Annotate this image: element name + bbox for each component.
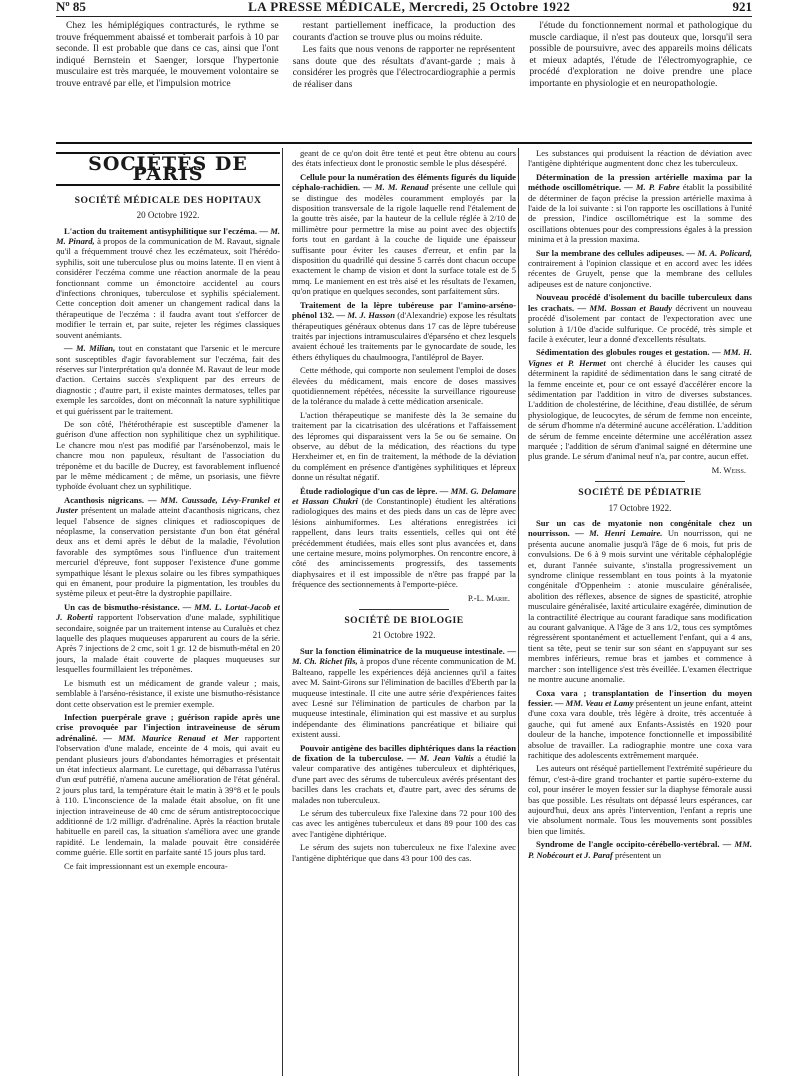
article-author: — M. M. Pinard, [56, 225, 280, 247]
article-text: Cette méthode, qui comporte non seulement l'emploi de doses élevées du médicament, mais encore de doses massives quotidiennement répétées, nécessite la surveillance rigoureuse de la tolérance du malade à cette médication arsenicale. [292, 365, 516, 407]
article-title: Cellule pour la numération des éléments figurés du liquide céphalo-rachidien. [292, 171, 516, 193]
article-text: (d'Alexandrie) expose les résultats thérapeutiques généraux obtenus dans 17 cas de lèpre tubéreuse traités par injections intramusculaires d'éparséno et chez lesquels avaient échoué les traitements par le gynocardate de soude, les éthers éthyliques du chaulmoogra, l'antiléprol de Bayer. [292, 310, 516, 362]
article-paragraph [292, 365, 516, 407]
article-paragraph [292, 300, 516, 362]
signature: M. Weiss. [711, 464, 746, 475]
article-text: L'action thérapeutique se manifeste dès la 3e semaine du traitement par la cicatrisation des ulcérations et l'affaissement des lépromes qui disparaissent vers la 5e ou 6e semaine. On observe, au début de la médication, des réactions du type Herxheimer et, en fin de traitement, la méthode de la déviation du complément en présence d'antigènes syphilitiques et lépreux donne un résultat négatif. [292, 409, 516, 483]
article-paragraph [56, 419, 280, 492]
article-text: à propos de la communication de M. Ravaut, signale qu'il a fréquemment trouvé chez les eczémateux, soit l'hérédo-syphilis, soit une tuberculose plus ou moins latente. Il en vient à considérer l'eczéma comme une réaction anormale de la peau fonctionnant comme un émonctoire accidentel au cours d'infections chroniques, tuberculose et syphilis spécialement. Cette conception doit amener un changement radical dans la thérapeutique de l'eczéma : il faudra avant tout s'efforcer de modifier le terrain et, par suite, rejeter les régimes classiques souvent anémiants. [56, 236, 280, 340]
article-title: Syndrome de l'angle occipito-cérébello-vertébral. [536, 839, 720, 850]
top-paragraph: Chez les hémiplégiques contracturés, le rythme se trouve fréquemment abaissé et tomberait parfois à 10 par seconde. Il est probable que dans ce cas, ainsi que l'ont indiqué Bernstein et Saenger, lorsque l'hypertonie musculaire est très marquée, le mouvement volontaire se trouve entravé par elle, et l'impulsion motrice [56, 20, 279, 89]
article-author: — M. Milian, [64, 343, 116, 354]
top-column-1 [56, 20, 279, 138]
article-paragraph [292, 172, 516, 297]
section-date: 17 Octobre 1922. [608, 502, 672, 513]
article-paragraph [528, 347, 752, 461]
article-author: — MM. Caussade, Lévy-Frankel et Juster [56, 494, 280, 516]
article-paragraph [56, 602, 280, 675]
page-number: 921 [732, 0, 752, 14]
article-title: Coxa vara ; transplantation de l'insertion du moyen fessier. [528, 687, 752, 708]
article-paragraph [292, 842, 516, 863]
article-text: présentent un malade atteint d'acanthosis nigricans, chez lequel l'absence de signes cliniques et radioscopiques de néoplasme, la conservation persistante d'un bon état général deux ans et demi après le début de la maladie, l'évolution favorable des symptômes sous l'influence d'un traitement mercuriel d'épreuve, font supposer l'existence d'une gomme sympathique lésant le plexus solaire ou les fibres sympathiques qui en émanent, pour produire la pigmentation, les troubles du système pileux et peut-être la dystrophie papillaire. [56, 505, 280, 599]
article-text: présente une cellule qui se distingue des modèles couramment employés par la disposition transversale de la rigole laquelle rend l'étalement de la goutte très aisée, par la hauteur de la cellule réglée à 2/10 de millimètre pour permettre la mise au point avec des objectifs forts tout en gardant à la couche de liquide une épaisseur suffisante pour éviter les causes d'erreur, et enfin par la disposition du quadrillé qui dessine 5 carrés dont chacun occupe exactement le champ de vision et dont la surface totale est de 5 mmq. Le maniement en est très aisé et les résultats de l'examen, qu'on pratique en quelques secondes, sont parfaitement sûrs. [292, 182, 516, 297]
article-text: geant de ce qu'on doit être tenté et peut être obtenu au cours des états infectieux dont le pronostic semble le plus désespéré. [292, 148, 516, 169]
column-3 [528, 148, 752, 1078]
article-paragraph [292, 410, 516, 483]
article-author: — M. M. Renaud [363, 182, 429, 193]
main-columns [56, 148, 752, 1078]
article-text: a étudié la valeur comparative des antigènes tuberculeux et diphtériques, d'une part avec des sérums de tuberculeux avérés présentant des bacilles dans les crachats et, d'autre part, avec des sérums de malades non tuberculeux. [292, 752, 516, 805]
article-paragraph [528, 688, 752, 761]
top-paragraph: l'étude du fonctionnement normal et pathologique du muscle cardiaque, il n'est pas douteux que, lorsqu'il sera possible de poursuivre, avec des appareils moins délicats et mieux adaptés, l'étude de l'électromyographie, ce procédé d'exploration ne doive prendre une place importante en physiologie et en neuropathologie. [529, 20, 753, 89]
article-text: établit la possibilité de déterminer de façon précise la pression artérielle maxima à l'aide de la loi suivante : si l'on rapporte les oscillations à l'unité de pression, l'indice oscillométrique est la somme des oscillations obtenues pour des compressions égales à la pression minima et à la pression maxima. [528, 182, 752, 245]
article-text: tout en constatant que l'arsenic et le mercure sont susceptibles d'agir favorablement sur l'eczéma, fait des réserves sur l'interprétation qu'a donnée M. Ravaut de leur mode d'action. Certains succès s'expliquent par des erreurs de diagnostic ; d'autre part, il existe maintes dermatoses, telles par exemple les sarcoïdes, dont on méconnaît la nature syphilitique et qui guérissent par le traitement. [56, 343, 280, 416]
article-text: rapportent l'observation d'une malade, syphilitique secondaire, soignée par un traitement intense au Curaluès et chez laquelle des plaques muqueuses apparurent au cours de la série. Après 7 injections de 2 cmc, soit 1 gr. 12 de bismuth-métal en 20 jours, la malade était couverte de plaques muqueuses sur lesquelles fourmillaient les tréponèmes. [56, 612, 280, 675]
article-author: — MM. Maurice Renaud et Mer [103, 732, 239, 743]
column-1 [56, 148, 280, 1078]
top-continuation [56, 20, 752, 138]
article-paragraph [292, 646, 516, 740]
masthead: SOCIÉTÉS DE PARIS [56, 152, 280, 186]
article-text: Un nourrisson, qui ne présenta aucune anomalie jusqu'à l'âge de 6 mois, fut pris de convulsions. De 6 à 9 mois survint une véritable céphaloplégie et, durant l'année suivante, s'installa progressivement un syndrome clinique ressemblant en tous points à la myatonie congénitale d'Oppenheim : atonie musculaire généralisée, abolition des réflexes, absence de signes de spasticité, atrophie musculaire généralisée, laxité articulaire exagérée, diminution de la contractilité électrique au courant faradique sans modification au courant galvanique. A l'âge de 3 ans 1/2, tous ces symptômes régressèrent spontanément et actuellement l'enfant, qui a 4 ans, tient sa tête, peut se tenir sur son séant en s'appuyant sur ses membres inférieurs, remue bras et jambes et commence à marcher : son intelligence s'est très éveillée. L'examen électrique ne montre aucune anomalie. [528, 528, 752, 685]
article-author: — M. A. Policard, [686, 247, 752, 258]
article-author: — MM. L. Lortat-Jacob et J. Roberti [56, 601, 280, 623]
article-paragraph [528, 518, 752, 685]
article-list [528, 518, 752, 860]
article-paragraph [292, 148, 516, 169]
article-list [292, 148, 516, 590]
article-title: Un cas de bismutho-résistance. [64, 601, 180, 612]
article-author: — MM. H. Vignes et P. Hermet [528, 347, 752, 368]
article-title: Sur un cas de myatonie non congénitale chez un nourrisson. [528, 518, 752, 539]
article-title: Étude radiologique d'un cas de lèpre. [300, 485, 438, 496]
article-title: Acanthosis nigricans. [64, 494, 145, 505]
separator [595, 481, 685, 482]
section-title: SOCIÉTÉ DE BIOLOGIE [344, 615, 464, 627]
top-paragraph: restant partiellement inefficace, la production des courants d'action se trouve plus ou moins réduite. [292, 20, 516, 43]
article-author: — MM. Bossan et Baudy [577, 302, 673, 313]
article-title: Traitement de la lèpre tubéreuse par l'amino-arséno-phénol 132. [292, 299, 516, 321]
article-paragraph [56, 678, 280, 709]
article-author: — MM. P. Nobécourt et J. Paraf [528, 839, 752, 860]
article-title: Sur la fonction éliminatrice de la muqueuse intestinale. [300, 645, 505, 656]
article-text: (de Constantinople) étudient les altérations radiologiques des mains et des pieds dans un cas de lèpre avec lésions ainhumiformes. Les altérations enregistrées ici rappellent, dans leurs traits essentiels, celles qui ont été précédemment étudiées, mais elles sont plus avancées et, dans une certaine mesure, moins polymorphes. On rencontre encore, à côté des amincissements progressifs, des tassements diaphysaires et il est impossible de n'être pas frappé par la fréquence des sectionnements à l'emporte-pièce. [292, 496, 516, 590]
article-list [528, 148, 752, 462]
signature: P.-L. Marie. [467, 592, 510, 603]
article-text: Le sérum des tuberculeux fixe l'alexine dans 72 pour 100 des cas avec les antigènes tuberculeux et dans 89 pour 100 des cas avec l'antigène diphtérique. [292, 807, 516, 839]
article-text: décrivent un nouveau procédé d'isolement par contact de l'expectoration avec une solution à 1/10e d'acide sulfurique. Ce procédé, très simple et facile à exécuter, leur a donné d'excellents résultats. [528, 302, 752, 344]
article-text: Le sérum des sujets non tuberculeux ne fixe l'alexine avec l'antigène diphtérique que dans 43 pour 100 des cas. [292, 842, 516, 863]
article-text: rapportent l'observation d'une malade, enceinte de 4 mois, qui avait eu pendant plusieurs jours d'abondantes hémorragies et présentait un état infectieux alarmant. Le curettage, qui débarrassa l'utérus d'un œuf putréfié, n'amena aucune amélioration de l'état général. 2 jours plus tard, la température était le matin à 39°8 et le pouls à 110. L'inconscience de la malade était absolue, on fit une injection intraveineuse de 40 cmc de sérum antistreptococcique additionné de 1/2 milligr. d'adrénaline. Après la réaction brutale habituelle en pareil cas, la situation s'améliora avec une grande rapidité. Le lendemain, la malade pouvait être considérée comme guérie. Elle sortit en parfaite santé 15 jours plus tard. [56, 732, 280, 858]
article-text: Ce fait impressionnant est un exemple encoura- [64, 860, 228, 871]
article-author: — M. P. Fabre [624, 182, 680, 193]
article-text: contrairement à l'opinion classique et en accord avec les idées récentes de Gruyelt, pense que la membrane des cellules adipeuses est de nature conjonctive. [528, 258, 752, 289]
article-title: L'action du traitement antisyphilitique sur l'eczéma. [64, 225, 257, 236]
article-paragraph [528, 248, 752, 290]
article-paragraph [528, 172, 752, 245]
article-paragraph [528, 148, 752, 169]
article-author: — M. J. Hasson [336, 310, 395, 321]
header-rule [56, 16, 752, 17]
section-title: SOCIÉTÉ DE PÉDIATRIE [578, 487, 702, 499]
article-text: Les auteurs ont réséqué partiellement l'extrémité supérieure du fémur, c'est-à-dire grand trochanter et partie supéro-externe du col, pour insérer le moyen fessier sur la diaphyse fémorale aussi bas que possible. Les résultats ont dépassé leurs espérances, car aujourd'hui, deux ans après l'intervention, l'enfant a repris une vie absolument normale. Tous les mouvements sont possibles bien que limités. [528, 763, 752, 836]
article-list [56, 226, 280, 871]
article-title: Pouvoir antigène des bacilles diphtériques dans la réaction de fixation de la tuberculose. [292, 742, 516, 763]
article-title: Nouveau procédé d'isolement du bacille tuberculeux dans les crachats. [528, 292, 752, 313]
separator [359, 609, 449, 610]
article-text: présentent un [612, 849, 662, 860]
issue-number: Nº 85 [56, 0, 86, 14]
article-paragraph [528, 292, 752, 344]
article-text: présentent un jeune enfant, atteint d'une coxa vara double, très légère à droite, très accentuée à gauche, qui fut amené aux Enfants-Assistés en 1920 pour douleur de la hanche, impotence fonctionnelle et impossibilité absolue de travailler. La radiographie montre une coxa vara rachitique des adolescents extrêmement marquée. [528, 697, 752, 760]
article-text: Le bismuth est un médicament de grande valeur ; mais, semblable à l'arséno-résistance, il existe une bismutho-résistance dont cette observation est le premier exemple. [56, 677, 280, 709]
article-list [292, 646, 516, 863]
section-rule [56, 142, 752, 144]
top-column-3 [529, 20, 752, 138]
section-date: 21 Octobre 1922. [372, 630, 436, 641]
article-text: à propos d'une récente communication de M. Balteano, rappelle les expériences déjà anciennes qu'il a faites avec M. Saint-Girons sur l'élimination de bacilles d'Eberth par la muqueuse intestinale. Il cite une autre série d'expériences faites avec Lesné sur l'élimination de particules de charbon par la muqueuse intestinale, élimination qui est massive et au surplus indépendante des éliminations pancréatique et biliaire qui existent aussi. [292, 656, 516, 740]
article-author: — M. Ch. Richet fils, [292, 645, 516, 667]
article-title: Sédimentation des globules rouges et gestation. [536, 347, 710, 358]
column-2 [292, 148, 516, 1078]
article-author: — M. Henri Lemaire. [575, 528, 663, 539]
article-title: Sur la membrane des cellules adipeuses. [536, 247, 684, 258]
article-author: — MM. Veau et Lamy [554, 697, 634, 708]
section-date: 20 Octobre 1922. [136, 210, 200, 221]
journal-title: LA PRESSE MÉDICALE, Mercredi, 25 Octobre 1922 [248, 0, 571, 14]
article-paragraph [56, 343, 280, 416]
article-paragraph [56, 495, 280, 599]
section-title: SOCIÉTÉ MÉDICALE DES HOPITAUX [74, 194, 262, 206]
article-paragraph [292, 486, 516, 590]
article-text: Les substances qui produisent la réaction de déviation avec l'antigène diphtérique augmentent donc chez les tuberculeux. [528, 148, 752, 169]
article-paragraph [56, 712, 280, 858]
top-paragraph: Les faits que nous venons de rapporter ne représentent sans doute que des résultats d'avant-garde ; mais à considérer les progrès que l'électrocardiographie a permis de réaliser dans [292, 44, 516, 90]
article-paragraph [528, 763, 752, 836]
article-paragraph [292, 808, 516, 839]
article-text: ont cherché à élucider les causes qui déterminent la rapidité de sédimentation dans le sang citraté de la femme enceinte et, pour ce ont essayé d'accélérer encore la sédimentation par l'addition in vitro de diverses substances. L'addition de cholestérine, de lécithine, d'eau distillée, de sérum physiologique, de leucocytes, de sérum de femme non enceinte, de sérum d'homme n'a déterminé aucune accélération. L'addition de sérum de femme enceinte détermine une accélération assez marquée ; l'addition de sérum d'animal saigné en détermine une plus grande. Le sérum d'animal neuf n'a, par contre, aucun effet. [528, 357, 752, 462]
article-paragraph [528, 839, 752, 860]
article-author: — M. Jean Valtis [407, 752, 474, 763]
article-paragraph [292, 743, 516, 805]
running-header [56, 0, 752, 14]
article-paragraph [56, 861, 280, 871]
article-author: — MM. G. Delamare et Hassan Chukri [292, 485, 516, 506]
top-column-2 [293, 20, 516, 138]
article-title: Infection puerpérale grave ; guérison rapide après une crise provoquée par l'injection intraveineuse de sérum adrénaliné. [56, 711, 280, 743]
article-title: Détermination de la pression artérielle maxima par la méthode oscillométrique. [528, 171, 752, 193]
article-text: De son côté, l'hétérothérapie est susceptible d'amener la guérison d'une affection non syphilitique chez un syphilitique. Le chancre mou n'est pas modifié par l'arsénobenzol, mais le chancre mou non papuleux, résultant de l'association du tréponème et du bacille de Ducrey, est favorablement influencé par le même médicament ; de même, un psoriasis, une fièvre typhoïde évoluant chez un syphilitique. [56, 418, 280, 492]
article-paragraph [56, 226, 280, 340]
